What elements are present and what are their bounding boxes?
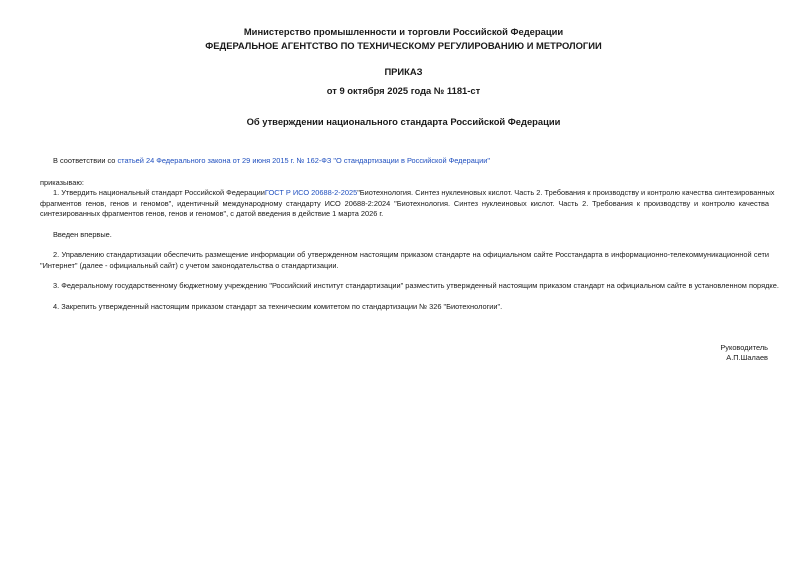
ministry-name: Министерство промышленности и торговли Российской Федерации: [243, 26, 564, 37]
document-type: ПРИКАЗ: [384, 66, 423, 77]
item-1-line-2: фрагментов генов, генов и геномов", идентичный международному стандарту ИСО 20688-2:2024 "Биотехнология. Синтез нуклеиновых кислот. Часть 2. Требования к производству и контролю качества: [40, 198, 769, 208]
preamble-lead: В соответствии со: [53, 156, 118, 165]
item-4: 4. Закрепить утвержденный настоящим приказом стандарт за техническим комитетом по стандартизации № 326 "Биотехнологии".: [53, 302, 503, 311]
document-date-number: от 9 октября 2025 года № 1181-ст: [326, 85, 481, 96]
item-1-rest: "Биотехнология. Синтез нуклеиновых кислот. Часть 2. Требования к производству и контролю качества синтезированных: [357, 188, 775, 197]
item-3: 3. Федеральному государственному бюджетному учреждению "Российский институт стандартизации" разместить утвержденный настоящим приказом стандарт на официальном сайте в установленном порядке.: [53, 281, 779, 290]
standard-link[interactable]: ГОСТ Р ИСО 20688-2-2025: [264, 188, 358, 197]
document-subject: Об утверждении национального стандарта Российской Федерации: [246, 116, 561, 127]
item-1-line-3: синтезированных фрагментов генов, генов и геномов", с датой введения в действие 1 марта 2026 г.: [40, 209, 384, 218]
order-word: приказываю:: [40, 178, 84, 187]
item-1-lead: 1. Утвердить национальный стандарт Российской Федерации: [53, 188, 265, 197]
item-1: [40, 188, 775, 220]
item-1-line-1: [40, 188, 775, 199]
item-2-line-1: 2. Управлению стандартизации обеспечить размещение информации об утвержденном настоящим приказом стандарте на официальном сайте Росстандарта в информационно-телекоммуникационной сети: [53, 250, 769, 259]
law-link[interactable]: статьей 24 Федерального закона от 29 июня 2015 г. № 162-ФЗ "О стандартизации в Российской Федерации": [117, 156, 490, 165]
introduced-note: Введен впервые.: [53, 230, 112, 239]
agency-name: ФЕДЕРАЛЬНОЕ АГЕНТСТВО ПО ТЕХНИЧЕСКОМУ РЕГУЛИРОВАНИЮ И МЕТРОЛОГИИ: [205, 40, 602, 51]
item-2-line-2: "Интернет" (далее - официальный сайт) с учетом законодательства о стандартизации.: [40, 260, 339, 270]
signature-name: А.П.Шалаев: [726, 353, 768, 362]
item-2: [40, 250, 769, 271]
signature-title: Руководитель: [720, 343, 768, 352]
preamble: [40, 156, 769, 167]
